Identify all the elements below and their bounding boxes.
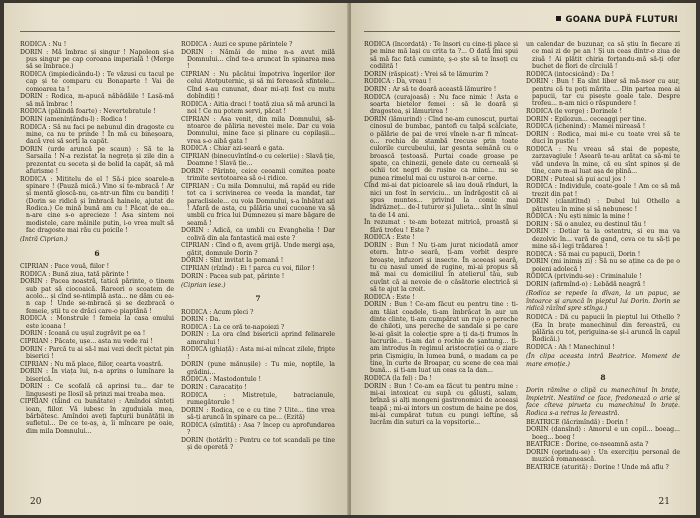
stage-direction: (Intră Ciprian.) <box>20 236 68 244</box>
dialogue-line: RODICA : La ce oră te-napoiezi ? <box>181 323 285 331</box>
top-rule <box>364 31 680 32</box>
book-spread <box>4 3 696 515</box>
dialogue-line: DORIN : Adică, ca umbli cu Evanghelia ! Dar colivă din ala fantastică mai este ? <box>181 227 335 242</box>
dialogue-line: RODICA (ichenind) : Mamei mireasă ! <box>526 123 646 131</box>
dialogue-line: RODICA : Ah ! Manechinul ! <box>526 344 615 352</box>
dialogue-line: DORIN : Rodica, ce e cu tine ? Uite... tine vrea să-ți aruncă în spinare ca pe... (Ezită) <box>181 406 335 422</box>
dialogue-line: CIPRIAN : Păcate, ușe... asta nu vede rai ! <box>20 337 153 345</box>
dialogue-line: RODICA : Nu vreau să stai de popește, zarzavagiule ! Aseară te-au arătat ca să-mi te văd undeva în mine, că eu sînt spinos și de tine, care m-ai luat așa de plină... <box>526 145 680 175</box>
dialogue-line: DORIN (oprindu-se) : Un exercițiu personal de muzică romanească. <box>526 449 680 464</box>
stage-direction: (Ciprian iese.) <box>181 281 226 289</box>
dialogue-line: RODICA (privindu-se) : Criminalule ! <box>526 273 642 281</box>
dialogue-line: DORIN : Pacea noastră, tatică părinte, o ținem sub pat să ciocoaică. Rareori o scoatem de acolo... și cînd se-ntimplă asta... ne dăm cu ea-n cap ! Unde se-mbracă și se dezbracă o femeie, știi tu ce drăci care-o piaptănă ! <box>20 278 174 315</box>
dialogue-line: CIPRIAN (binecuvîntînd-o cu celeriie) : Slavă ție, Doamne ! Slavă ție... <box>181 152 335 168</box>
dialogue-line: DORIN : Parcă tu ai să-l mai vezi decît pictat pin biserici ! <box>20 345 174 360</box>
running-header-title: GOANA DUPĂ FLUTURI <box>565 15 678 25</box>
dialogue-line: CIPRIAN : Nu mă place, fiilor, cearta voastră. <box>20 360 164 368</box>
dialogue-line: RODICA : Bună ziua, tată părinte ! <box>20 270 129 278</box>
page-number-left: 20 <box>30 497 42 507</box>
dialogue-line: RODICA : Mistrețule, batracianule, rumegătorule ! <box>181 391 335 407</box>
page-number-right: 21 <box>658 497 670 507</box>
dialogue-line: RODICA : Mititelu de el ! Să-i pice soarele-n spinare ! (Pauză mică.) Vino si te-mbracă ! Ar și mentă gloscă-nu, ca-ntr-un film cu bandiți ! (Dorin se ridică și îmbracă hainele, ajutat de Rodica.) Ce mină bună am cu ! Păcat de ea... n-are cine s-o aprecieze ! Asa sintem noi modistele, care mâinile putin, i-o vrea mult să fac dragoste mai rău cu poicile ! <box>20 175 174 234</box>
dialogue-line: DORIN : Bun ! Nu ți-am jurat niciodată amor etern. Într-o seară, ți-am vorbit despre broaște, infuzori și insecte. În aceeași seară, tu cu nasul umed de rugine, mi-ai propus să mă mai cu domiciliul în atelierul tău, sub cuvînt că ai nevoie de o căsătorie electrică și să te ajut la croit. <box>364 241 518 294</box>
dialogue-line: RODICA (sîmtită) : Asa ? încep cu aprofundarea ? <box>181 421 335 437</box>
left-page <box>4 3 349 515</box>
dialogue-line: DORIN : Sînt invitat la pomană ! <box>181 257 284 265</box>
stage-direction: (În clipa aceasta intră Beatrice. Moment de mare emoție.) <box>526 353 680 368</box>
dialogue-line: DORIN : Bun ! Ce-am făcut eu pentru tine : ti-am tăiat coadele, ti-am îmbrăcat în aur un dinte clinte, ti-am cumpărat un rujo o pereche de chiloți, uns pereche de sandale și pe care le-ai găsit la colecție spre a ți da-ți frumos în lucrurile... ti-am dat o rochie de șantung... ți-am introdus în regimul aristocrației ca o ziare prin Cișmigiu, în lumea bună, o madam ca pe tine, în curte de Broapar, cu scene de cea mai bună... și ți-am luat un ceas ca la dan... <box>364 301 518 375</box>
dialogue-line: RODICA : Auzi ce spune părintele ? <box>181 41 293 48</box>
dialogue-line: Cînd mi-ai dat picioarele să iau două rînduri, la nici un fost în serviciu... un îndrăgostit că ai spus muntes... privind la comic mai îndrăzneț... de-l tuturor și Julieta... sînt în sînul ta de 14 ani. <box>364 182 518 219</box>
scene-number: 6 <box>94 248 100 258</box>
dialogue-line: RODICA : Nu ești nimic la mine ! <box>526 213 630 221</box>
dialogue-line: CIPRIAN : Pace vouă, fiilor ! <box>20 263 110 270</box>
dialogue-line: DORIN : Pacea sub pat, părinte ! <box>181 272 285 280</box>
dialogue-line: CIPRIAN : Nu păcătui împotriva îngerilor ilor celui Atotputernic, și să mi ferească sfintele... Cînd s-au cununat, doar mi-ați fost cu mutu dobîndiți ! <box>181 70 335 100</box>
dialogue-line: DORIN (hotărît) : Pentru ce tot scandali pe tine și de operetă ? <box>181 436 335 451</box>
dialogue-line: DORIN (amenințându-l) : Rodica ! <box>20 115 127 123</box>
running-header <box>556 15 678 25</box>
dialogue-line: RODICA (curajoasă) : Nu face nimic ! Asta e soarta bietelor femei : să le doară și dragostea, și lămurirea ! <box>364 93 518 116</box>
dialogue-line: DORIN : Da. <box>181 316 221 324</box>
dialogue-line: DORIN : În viața lui, n-a aprins o lumînare la biserică. <box>20 368 174 383</box>
left-page-column-1 <box>20 41 174 503</box>
dialogue-line: RODICA : Acum pleci ? <box>181 308 254 316</box>
dialogue-line: DORIN : La ora cînd bisericii aprind felinarele amorului ! <box>181 331 335 346</box>
dialogue-line: BEATRICE : Dorine, ce-nseamnă asta ? <box>526 441 649 449</box>
dialogue-line: RODICA (la fel) : Da ! <box>364 375 432 383</box>
dialogue-line: DORIN : Ce scofală că aprinsi tu... dar te lingusesti pe Ilosil să prinzi mai treaba mea. <box>20 383 174 398</box>
dialogue-line: DORIN : Rodica, mai mi-e cu toate vrei să te duci în pustie ! <box>526 130 680 146</box>
dialogue-line: BEATRICE (aturită) : Dorine ! Unde mă aflu ? <box>526 464 669 472</box>
dialogue-line: DORIN (afirmînd-o) : Lebădă neagră ! <box>526 281 646 289</box>
dialogue-line: DORIN (răspicat) : Vrei să te lămurim ? <box>364 70 489 78</box>
dialogue-line: DORIN (mi inimiș zi) : Să nu se aține ca de pe o poieni adolecă ! <box>526 258 680 273</box>
dialogue-line: RODICA (le vorge) : Dorinele ! <box>526 107 622 115</box>
dialogue-line: CIPRIAN : Asa venit, din mila Domnului, să-ntoarce de păliria nevestei mele. Dar cu voia Domnului, mine face și plinare cu copilașii... vrea s-o aibă gata ! <box>181 115 335 145</box>
dialogue-line: RODICA : Individule, coate-goale ! Am ce să mă trezit din pat ! <box>526 183 680 198</box>
dialogue-line: DORIN : Caracatițo ! <box>181 384 247 392</box>
dialogue-line: DORIN : Detiar ta la ostentru, si eu ma va dezolvic în... vară de gand, ceva ce tu să-ți pe mine să-i legi trădarea ! <box>526 228 680 251</box>
dialogue-line: RODICA (pălindă foarte) : Nevertebratule ! <box>20 108 156 116</box>
dialogue-line: RODICA : Să nu faci pe nebunul din dragoste cu mine, ca nu te prinde ! În mă cu bineșoara, dacă vrei să sorți la capăt. <box>20 123 174 146</box>
dialogue-line: CIPRIAN (tăind cu bunătate) : Amîndoi sînteți ioan, fiilor. Vă iubesc în zguduiala mea, bărbătesc. Amîndoi aveți fapturii bunătății in sufletul... De ce te-aș, a, îi mîncare pe oaie, dim mila Domnului... <box>20 398 174 435</box>
dialogue-line: DORIN : Să o anulez, eu destinul tău ! <box>526 220 647 228</box>
right-page <box>351 3 696 515</box>
left-page-column-2 <box>181 41 335 503</box>
right-page-column-1 <box>364 41 518 503</box>
dialogue-line: DORIN : Icoană cu ușul zugrăvit pe ea ! <box>20 330 146 338</box>
dialogue-line: RODICA : Este ! <box>364 293 415 301</box>
dialogue-line: DORIN : Rodica, m-apucă năbădăile ! Lasă-mă să mă îmbrac ! <box>20 93 174 108</box>
dialogue-line: DORIN : Ar să te doară această lămurire ! <box>364 85 497 93</box>
dialogue-line: RODICA : Mastodontule ! <box>181 376 262 384</box>
dialogue-line: RODICA : Aitia draci ! toată ziua să mă arunci la noi ! Ce nu potem servi, păcat ! <box>181 100 335 115</box>
dialogue-line: DORIN : Mă îmbrac și singur ! Napoleon și-a pus singur pe cap coroana imperială ! (Merge să se îmbrace.) <box>20 48 174 71</box>
dialogue-line: DORIN : Epilozun... ceceaggi per tine. <box>526 115 647 123</box>
scene-number: 7 <box>255 294 261 304</box>
dialogue-line: RODICA (impiedicându-l) : Te văzusi cu tacul pe cap și te comparu cu Bonaparte ! Vai de comoarea ta ! <box>20 70 174 93</box>
dialogue-line: RODICA : Nu ! <box>20 41 67 48</box>
dialogue-line: DORIN : Puteai să pui acul jos ! <box>526 175 626 183</box>
dialogue-line: DORIN (dansînd) : Amorul e un copil... boeag... boeg... boeg ! <box>526 426 680 441</box>
dialogue-line: RODICA : Este ! <box>364 234 415 242</box>
dialogue-line: DORIN (urde aruncă pe scaun) : Să te la Sarsaila ! N-a rezistat la negreța și zile din a prezentat cu seceta și de bolid la capăt, să mă afurisme ! <box>20 145 174 175</box>
dialogue-line: RODICA : Da, vreau ! <box>364 78 432 86</box>
dialogue-line: RODICA (încordată) : Te însori cu cine-ți place și pe mine mă lași cu crita ta ?... O dată îmi spui să mă fac fată cuminte, ș-o ște să te însoți cu codilită ! <box>364 41 518 71</box>
right-page-column-2 <box>526 41 680 503</box>
top-rule <box>20 31 335 32</box>
dialogue-line: CIPRIAN (rîzînd) : Ei ! parca cu voi, fiilor ! <box>181 264 315 272</box>
dialogue-line: RODICA (ghiață) : Asta mi-ai mîncat zilele, fripte ! <box>181 346 335 361</box>
dialogue-line: RODICA : Dă cu papucii în pieptul lui Othello ? (Ea în brațe manechinul din fereastră, cu pălăria cu tot, periguina-se și-i aruncă în capul Rodicăi.) <box>526 314 680 344</box>
dialogue-line: DORIN : Nămăi de mine n-a avut milă Domnului... cînd te-a aruncat în spinarea mea ! <box>181 48 335 71</box>
dialogue-line: RODICA : Să mai cu papucii, Dorin ! <box>526 250 641 258</box>
dialogue-line: DORIN : Bun ! Ce-am ea făcut tu pentru mine : mi-ai intoxicat cu supă cu găluști, salam, brînză și alți mongeni gastronomici de aceeași teapă ; mi-ai intors un costum de haine pe dos, mi-ai cumpărat tutun cu pungi ieftine, să lucrăm din suturi ca la vopsitorie... <box>364 382 518 427</box>
dialogue-line: DORIN : Părinte, ceice ceoamii comitea poate trimite sevtotoarea să o-i ridice. <box>181 167 335 183</box>
dialogue-line: RODICA : Monstrule ! femeia la casa omului este icoana ! <box>20 315 174 330</box>
stage-direction: (Rodica se repede la dîvan, la un papuc, se întoarce și aruncă în pieptul lui Dorin. Dorin se ridică râzînd spre stînga.) <box>526 290 680 313</box>
dialogue-line: DORIN : Bun ! Ea sînt liber să mă-nsor cu aur, pentru că tu poți mărita ... Din partea mea ai papucii, tar cu pisește goale tale. Despre trofeu... n-am nici o răspundere ! <box>526 78 680 108</box>
dialogue-line: BEATRICE (lăcrimîndă) : Dorin ! <box>526 418 629 426</box>
scene-number: 8 <box>600 373 606 383</box>
dialogue-line: RODICA : Chiar azi-seară e gata. <box>181 145 285 153</box>
dialogue-line: DORIN (pune mănușile) : Tu mie, noptile, la grădini... <box>181 361 335 376</box>
dialogue-line: un calendar de buzunar, ca să știu în fiecare zi ce mai zi de pe an ! Și un ceas dintr-o ziua de ziuă ! Ai plătit chiria forțandu-mă să-ți ofer buchet de flori de cîrciulă ! <box>526 41 680 71</box>
stage-direction: Dorin rămîne o clipă cu manechinul în brațe, împietrit. Nestiind ce face, fredonează o arie și face cîteva pirueta cu manechinul în brațe. Rodica s-a retras la fereastră. <box>526 387 680 417</box>
dialogue-line: DORIN (lămurind) : Cînd ne-am cunoscut, purtai cinosul de bumbac, pantofi cu talpă scâlciate, o pălărie de pai de vrei vînele n-ar fi mîncat-o... rochia de stambă trecuse prin toate culorile curcubeului, iar gesnta semănă cu o broască țestoasă. Purtai coade groase pe spate, ca chinezii, genele date cu cerneală și ochii tot negri de rușine ca mine... nu se punea rimelul mai cu usturoi n-ar cerne. <box>364 115 518 182</box>
header-bullet-icon <box>556 16 561 21</box>
dialogue-line: În rezumat : te-am botezat mitrică, proastă și fără trofeu ! Este ? <box>364 219 518 234</box>
dialogue-line: CIPRIAN : Cu mila Domnului, mă rapăd eu ride tot ca i scrivinerea ce veeda la mandat, tar paraclisiele... cu voia Domnului, s-a înbătat azi ! Afară de asta, cu pălăria unei cucoane va să umbli cu frica lui Dumnezeu și mare băgare de seamă ! <box>181 182 335 227</box>
dialogue-line: CIPRIAN : Cînd o fi, avem grijă. Unde mergi așa, gătit, domnule Dorin ? <box>181 242 335 257</box>
dialogue-line: DORIN (clanitîtnd) : Dubul lui Othello a pățusteu în mine și să nebunesc ! <box>526 198 680 213</box>
dialogue-line: RODICA (intocsicând) : Da ! <box>526 70 615 78</box>
